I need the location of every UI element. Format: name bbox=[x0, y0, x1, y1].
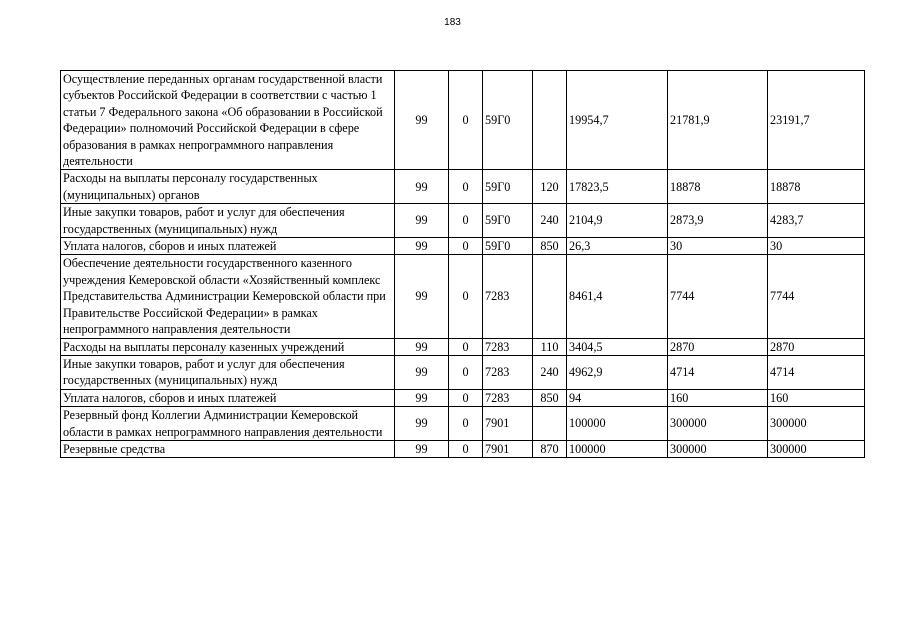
row-amount-year-2: 300000 bbox=[668, 440, 768, 457]
row-code-subsection: 0 bbox=[449, 338, 483, 355]
row-description: Резервный фонд Коллегии Администрации Кемеровской области в рамках непрограммного направления деятельности bbox=[61, 407, 395, 441]
row-code-section: 99 bbox=[395, 204, 449, 238]
row-code-subsection: 0 bbox=[449, 71, 483, 170]
table-row bbox=[61, 255, 865, 338]
row-amount-year-2: 2870 bbox=[668, 338, 768, 355]
row-code-expense-type: 110 bbox=[533, 338, 567, 355]
row-code-target: 7901 bbox=[483, 440, 533, 457]
row-description: Уплата налогов, сборов и иных платежей bbox=[61, 389, 395, 406]
row-code-subsection: 0 bbox=[449, 204, 483, 238]
row-description: Уплата налогов, сборов и иных платежей bbox=[61, 238, 395, 255]
row-amount-year-1: 8461,4 bbox=[567, 255, 668, 338]
row-amount-year-2: 160 bbox=[668, 389, 768, 406]
table-row bbox=[61, 71, 865, 170]
budget-table bbox=[60, 70, 865, 458]
row-amount-year-1: 19954,7 bbox=[567, 71, 668, 170]
row-amount-year-3: 300000 bbox=[768, 407, 865, 441]
row-amount-year-1: 26,3 bbox=[567, 238, 668, 255]
row-amount-year-1: 100000 bbox=[567, 407, 668, 441]
row-code-target: 59Г0 bbox=[483, 238, 533, 255]
row-amount-year-3: 18878 bbox=[768, 170, 865, 204]
row-description: Осуществление переданных органам государственной власти субъектов Российской Федерации в соответствии с частью 1 статьи 7 Федерального закона «Об образовании в Российской Федерации» полномочий Российской Федерации в сфере образования в рамках непрограммного направления деятельности bbox=[61, 71, 395, 170]
row-code-target: 7283 bbox=[483, 338, 533, 355]
row-amount-year-2: 18878 bbox=[668, 170, 768, 204]
row-amount-year-2: 300000 bbox=[668, 407, 768, 441]
table-row bbox=[61, 338, 865, 355]
row-amount-year-1: 2104,9 bbox=[567, 204, 668, 238]
row-amount-year-2: 30 bbox=[668, 238, 768, 255]
row-code-section: 99 bbox=[395, 389, 449, 406]
row-amount-year-1: 17823,5 bbox=[567, 170, 668, 204]
row-amount-year-3: 4714 bbox=[768, 355, 865, 389]
row-code-target: 7283 bbox=[483, 389, 533, 406]
row-amount-year-3: 30 bbox=[768, 238, 865, 255]
row-code-target: 7901 bbox=[483, 407, 533, 441]
row-code-subsection: 0 bbox=[449, 389, 483, 406]
page-number: 183 bbox=[444, 17, 461, 28]
row-description: Обеспечение деятельности государственного казенного учреждения Кемеровской области «Хозяйственный комплекс Представительства Администрации Кемеровской области при Правительстве Российской Федерации» в рамках непрограммного направления деятельности bbox=[61, 255, 395, 338]
row-amount-year-2: 7744 bbox=[668, 255, 768, 338]
row-code-expense-type: 850 bbox=[533, 389, 567, 406]
row-amount-year-3: 160 bbox=[768, 389, 865, 406]
row-code-expense-type bbox=[533, 407, 567, 441]
row-code-target: 7283 bbox=[483, 355, 533, 389]
row-code-section: 99 bbox=[395, 170, 449, 204]
row-code-section: 99 bbox=[395, 238, 449, 255]
row-amount-year-2: 21781,9 bbox=[668, 71, 768, 170]
row-code-section: 99 bbox=[395, 338, 449, 355]
row-code-subsection: 0 bbox=[449, 355, 483, 389]
row-code-subsection: 0 bbox=[449, 440, 483, 457]
table-row bbox=[61, 407, 865, 441]
row-description: Расходы на выплаты персоналу государственных (муниципальных) органов bbox=[61, 170, 395, 204]
row-description: Расходы на выплаты персоналу казенных учреждений bbox=[61, 338, 395, 355]
row-code-section: 99 bbox=[395, 71, 449, 170]
row-code-section: 99 bbox=[395, 440, 449, 457]
row-code-expense-type: 870 bbox=[533, 440, 567, 457]
table-row bbox=[61, 170, 865, 204]
row-code-subsection: 0 bbox=[449, 407, 483, 441]
row-code-target: 7283 bbox=[483, 255, 533, 338]
row-code-subsection: 0 bbox=[449, 238, 483, 255]
row-code-target: 59Г0 bbox=[483, 71, 533, 170]
row-code-expense-type bbox=[533, 71, 567, 170]
row-code-expense-type bbox=[533, 255, 567, 338]
row-code-expense-type: 850 bbox=[533, 238, 567, 255]
row-amount-year-2: 2873,9 bbox=[668, 204, 768, 238]
row-amount-year-1: 3404,5 bbox=[567, 338, 668, 355]
row-amount-year-3: 2870 bbox=[768, 338, 865, 355]
row-code-subsection: 0 bbox=[449, 170, 483, 204]
table-row bbox=[61, 238, 865, 255]
row-amount-year-1: 4962,9 bbox=[567, 355, 668, 389]
row-code-section: 99 bbox=[395, 355, 449, 389]
table-row bbox=[61, 204, 865, 238]
table-row bbox=[61, 389, 865, 406]
row-amount-year-3: 4283,7 bbox=[768, 204, 865, 238]
table-body bbox=[61, 71, 865, 458]
row-amount-year-3: 300000 bbox=[768, 440, 865, 457]
row-code-expense-type: 240 bbox=[533, 204, 567, 238]
row-code-section: 99 bbox=[395, 255, 449, 338]
row-code-target: 59Г0 bbox=[483, 204, 533, 238]
row-code-expense-type: 120 bbox=[533, 170, 567, 204]
row-code-target: 59Г0 bbox=[483, 170, 533, 204]
row-code-expense-type: 240 bbox=[533, 355, 567, 389]
row-amount-year-3: 7744 bbox=[768, 255, 865, 338]
table-row bbox=[61, 440, 865, 457]
row-amount-year-1: 100000 bbox=[567, 440, 668, 457]
row-amount-year-1: 94 bbox=[567, 389, 668, 406]
row-code-subsection: 0 bbox=[449, 255, 483, 338]
row-description: Иные закупки товаров, работ и услуг для обеспечения государственных (муниципальных) нужд bbox=[61, 355, 395, 389]
row-amount-year-3: 23191,7 bbox=[768, 71, 865, 170]
row-description: Резервные средства bbox=[61, 440, 395, 457]
row-amount-year-2: 4714 bbox=[668, 355, 768, 389]
row-description: Иные закупки товаров, работ и услуг для обеспечения государственных (муниципальных) нужд bbox=[61, 204, 395, 238]
row-code-section: 99 bbox=[395, 407, 449, 441]
table-row bbox=[61, 355, 865, 389]
